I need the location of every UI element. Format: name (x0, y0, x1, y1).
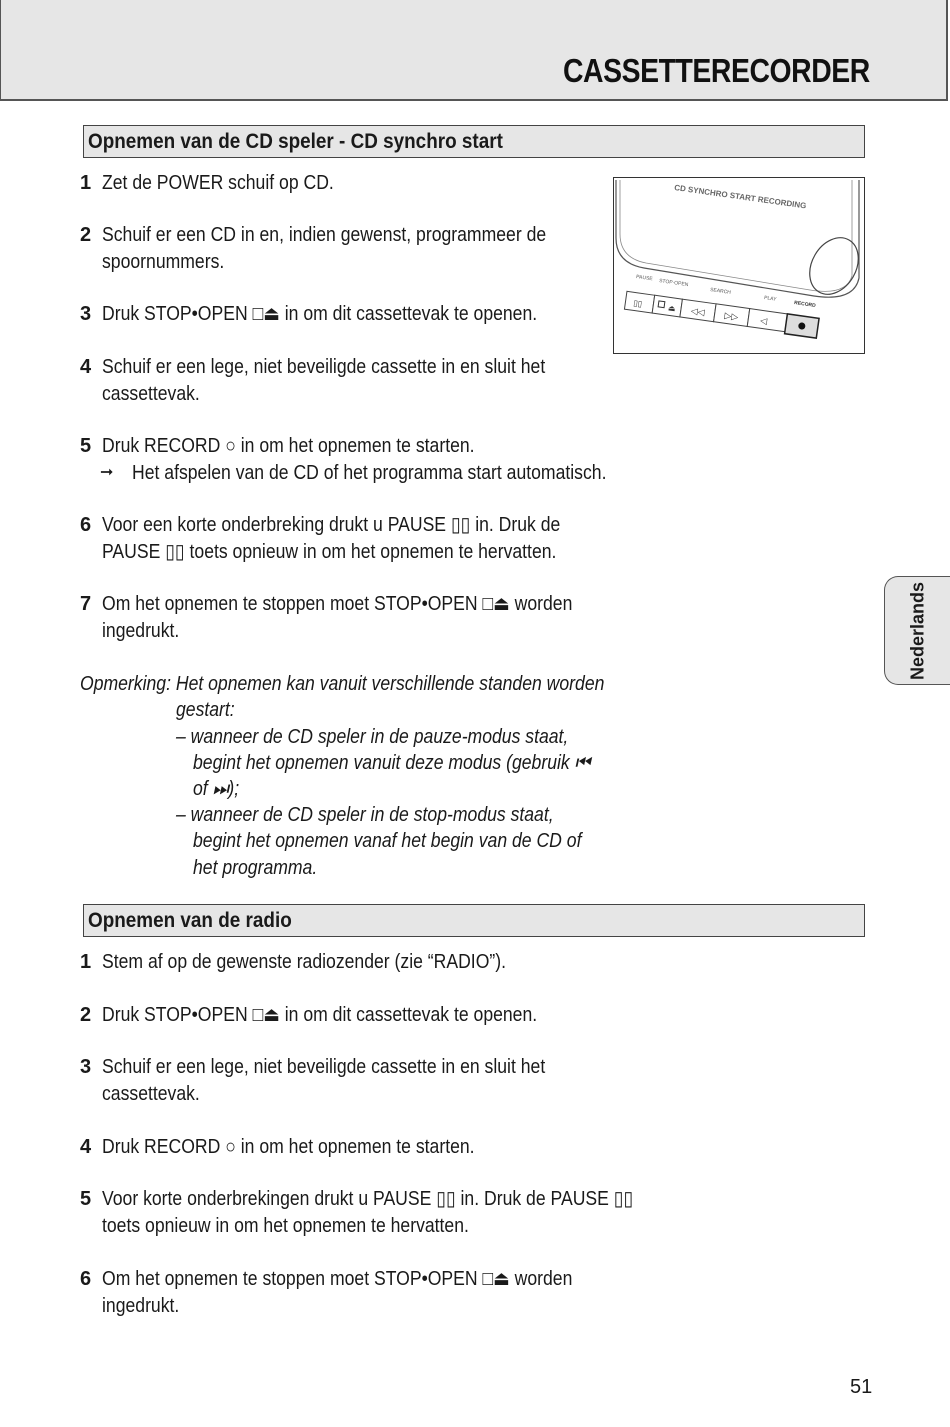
note-line-2: gestart: (176, 699, 235, 721)
step-number: 5 (80, 435, 92, 457)
step-text: toets opnieuw in om het opnemen te hervatten. (102, 1215, 469, 1237)
step-number: 3 (80, 303, 92, 325)
arrow-right-icon: ➞ (100, 464, 114, 481)
step-number: 2 (80, 224, 92, 246)
step-number: 2 (80, 1004, 92, 1026)
language-tab-label: Nederlands (907, 581, 927, 680)
step-text: Schuif er een lege, niet beveiligde cassette in en sluit het (102, 1056, 546, 1078)
step-text: Om het opnemen te stoppen moet STOP•OPEN □⏏ worden (102, 593, 573, 615)
step-number: 6 (80, 514, 92, 536)
step-text: cassettevak. (102, 383, 200, 405)
step-text: Druk RECORD ○ in om het opnemen te starten. (102, 435, 475, 457)
step-text: Stem af op de gewenste radiozender (zie “RADIO”). (102, 951, 507, 973)
step-text: Zet de POWER schuif op CD. (102, 172, 334, 194)
svg-text:▷▷: ▷▷ (723, 310, 739, 323)
note-line-7: begint het opnemen vanaf het begin van de CD of (193, 830, 582, 852)
synchro-label: CD SYNCHRO START RECORDING (673, 183, 807, 211)
step-number: 7 (80, 593, 92, 615)
step-text: ingedrukt. (102, 620, 180, 642)
page-title: CASSETTERECORDER (563, 52, 870, 89)
step-text: Voor korte onderbrekingen drukt u PAUSE ▯▯ in. Druk de PAUSE ▯▯ (102, 1188, 634, 1210)
step-text: ingedrukt. (102, 1295, 180, 1317)
svg-text:◁: ◁ (759, 315, 768, 327)
step-text: PAUSE ▯▯ toets opnieuw in om het opnemen te hervatten. (102, 541, 557, 563)
step-text: Schuif er een lege, niet beveiligde cassette in en sluit het (102, 356, 546, 378)
svg-text:⏏: ⏏ (667, 303, 677, 314)
pause-label: PAUSE (635, 274, 653, 283)
step-text: Druk RECORD ○ in om het opnemen te starten. (102, 1136, 475, 1158)
page-number: 51 (850, 1376, 873, 1398)
button-row (624, 291, 819, 338)
note-line-8: het programma. (193, 857, 318, 879)
step-number: 3 (80, 1056, 92, 1078)
result-text: Het afspelen van de CD of het programma start automatisch. (132, 462, 607, 484)
note-line-6: – wanneer de CD speler in de stop-modus staat, (176, 804, 554, 826)
step-text: Om het opnemen te stoppen moet STOP•OPEN □⏏ worden (102, 1268, 573, 1290)
step-number: 4 (80, 356, 92, 378)
step-text: Schuif er een CD in en, indien gewenst, programmeer de (102, 224, 547, 246)
note-line-5: of ⏭); (193, 778, 240, 800)
play-label: PLAY (763, 295, 777, 303)
svg-text:▯▯: ▯▯ (632, 298, 643, 309)
step-text: spoornummers. (102, 251, 225, 273)
step-text: Druk STOP•OPEN □⏏ in om dit cassettevak te openen. (102, 303, 538, 325)
note-line-1: Opmerking: Het opnemen kan vanuit verschillende standen worden (80, 673, 605, 695)
step-number: 1 (80, 951, 92, 973)
step-number: 6 (80, 1268, 92, 1290)
section-heading-radio-text: Opnemen van de radio (88, 909, 292, 932)
svg-text:◁◁: ◁◁ (690, 305, 706, 318)
stop-open-label: STOP·OPEN (658, 278, 689, 289)
section-heading-cd-text: Opnemen van de CD speler - CD synchro start (88, 130, 503, 153)
step-number: 4 (80, 1136, 92, 1158)
step-text: cassettevak. (102, 1083, 200, 1105)
section-heading-radio (83, 904, 865, 937)
search-label: SEARCH (709, 287, 732, 296)
note-line-3: – wanneer de CD speler in de pauze-modus staat, (176, 726, 569, 748)
record-label: RECORD (793, 300, 817, 309)
step-number: 1 (80, 172, 92, 194)
step-text: Voor een korte onderbreking drukt u PAUSE ▯▯ in. Druk de (102, 514, 561, 536)
section-heading-cd (83, 125, 865, 158)
language-tab (884, 576, 950, 685)
step-number: 5 (80, 1188, 92, 1210)
cassette-deck-illustration (613, 177, 865, 354)
step-text: Druk STOP•OPEN □⏏ in om dit cassettevak te openen. (102, 1004, 538, 1026)
note-line-4: begint het opnemen vanuit deze modus (gebruik ⏮ (193, 752, 591, 774)
cassette-deck-drawing (614, 178, 864, 353)
